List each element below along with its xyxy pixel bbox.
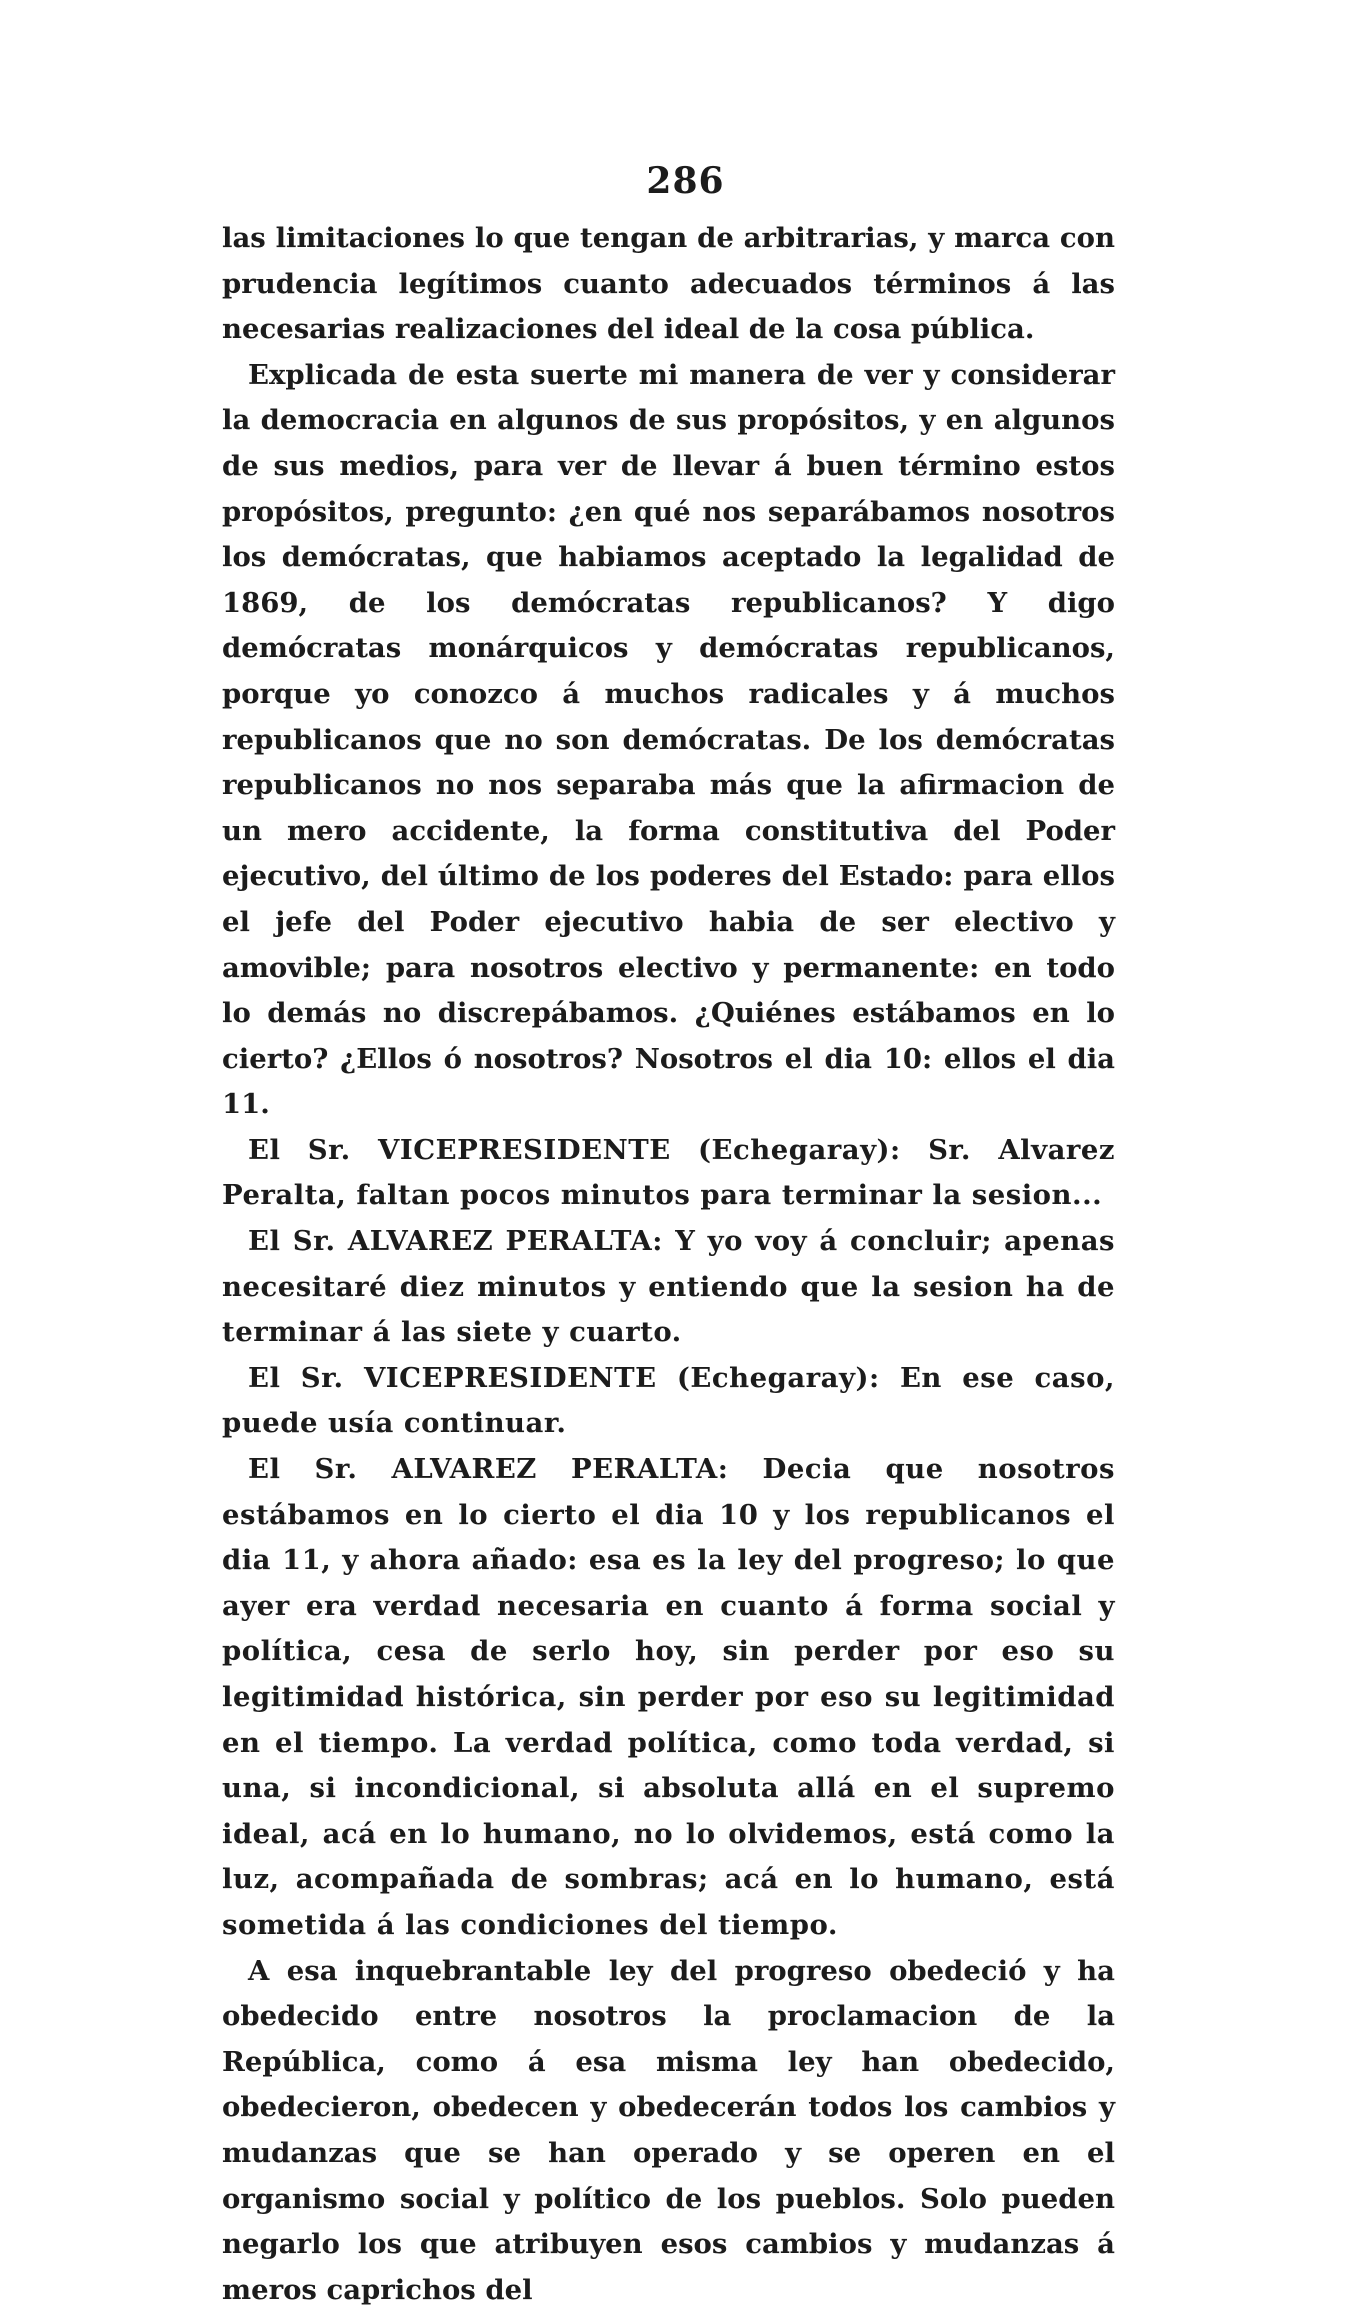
- paragraph-vicepresidente-2: El Sr. VICEPRESIDENTE (Echegaray): En ese caso, puede usía continuar.: [222, 1361, 1115, 1440]
- paragraph-inquebrantable-ley: A esa inquebrantable ley del progreso obedeció y ha obedecido entre nosotros la proclamacion de la República, como á esa misma ley han obedecido, obedecieron, obedecen y obedecerán todos los cambios y mudanzas que se han operado y se operen en el organismo social y político de los pueblos. Solo pueden negarlo los que atribuyen esos cambios y mudanzas á meros caprichos del: [222, 1954, 1115, 2306]
- body-text: [222, 216, 1115, 2313]
- paragraph-alvarez-peralta-1: El Sr. ALVAREZ PERALTA: Y yo voy á concluir; apenas necesitaré diez minutos y entiendo que la sesion ha de terminar á las siete y cuarto.: [222, 1225, 1115, 1349]
- paragraph-alvarez-peralta-2: El Sr. ALVAREZ PERALTA: Decia que nosotros estábamos en lo cierto el dia 10 y los republicanos el dia 11, y ahora añado: esa es la ley del progreso; lo que ayer era verdad necesaria en cuanto á forma social y política, cesa de serlo hoy, sin perder por eso su legitimidad histórica, sin perder por eso su legitimidad en el tiempo. La verdad política, como toda verdad, si una, si incondicional, si absoluta allá en el supremo ideal, acá en lo humano, no lo olvidemos, está como la luz, acompañada de sombras; acá en lo humano, está sometida á las condiciones del tiempo.: [222, 1453, 1115, 1941]
- paragraph-explicada: Explicada de esta suerte mi manera de ver y considerar la democracia en algunos de sus propósitos, y en algunos de sus medios, para ver de llevar á buen término estos propósitos, pregunto: ¿en qué nos separábamos nosotros los demócratas, que habiamos aceptado la legalidad de 1869, de los demócratas republicanos? Y digo demócratas monárquicos y demócratas republicanos, porque yo conozco á muchos radicales y á muchos republicanos que no son demócratas. De los demócratas republicanos no nos separaba más que la afirmacion de un mero accidente, la forma constitutiva del Poder ejecutivo, del último de los poderes del Estado: para ellos el jefe del Poder ejecutivo habia de ser electivo y amovible; para nosotros electivo y permanente: en todo lo demás no discrepábamos. ¿Quiénes estábamos en lo cierto? ¿Ellos ó nosotros? Nosotros el dia 10: ellos el dia 11.: [222, 358, 1115, 1121]
- paragraph-vicepresidente-1: El Sr. VICEPRESIDENTE (Echegaray): Sr. Alvarez Peralta, faltan pocos minutos para terminar la sesion...: [222, 1133, 1115, 1212]
- paragraph-continuation: las limitaciones lo que tengan de arbitrarias, y marca con prudencia legítimos cuanto adecuados términos á las necesarias realizaciones del ideal de la cosa pública.: [222, 222, 1115, 346]
- page-number: 286: [646, 160, 725, 202]
